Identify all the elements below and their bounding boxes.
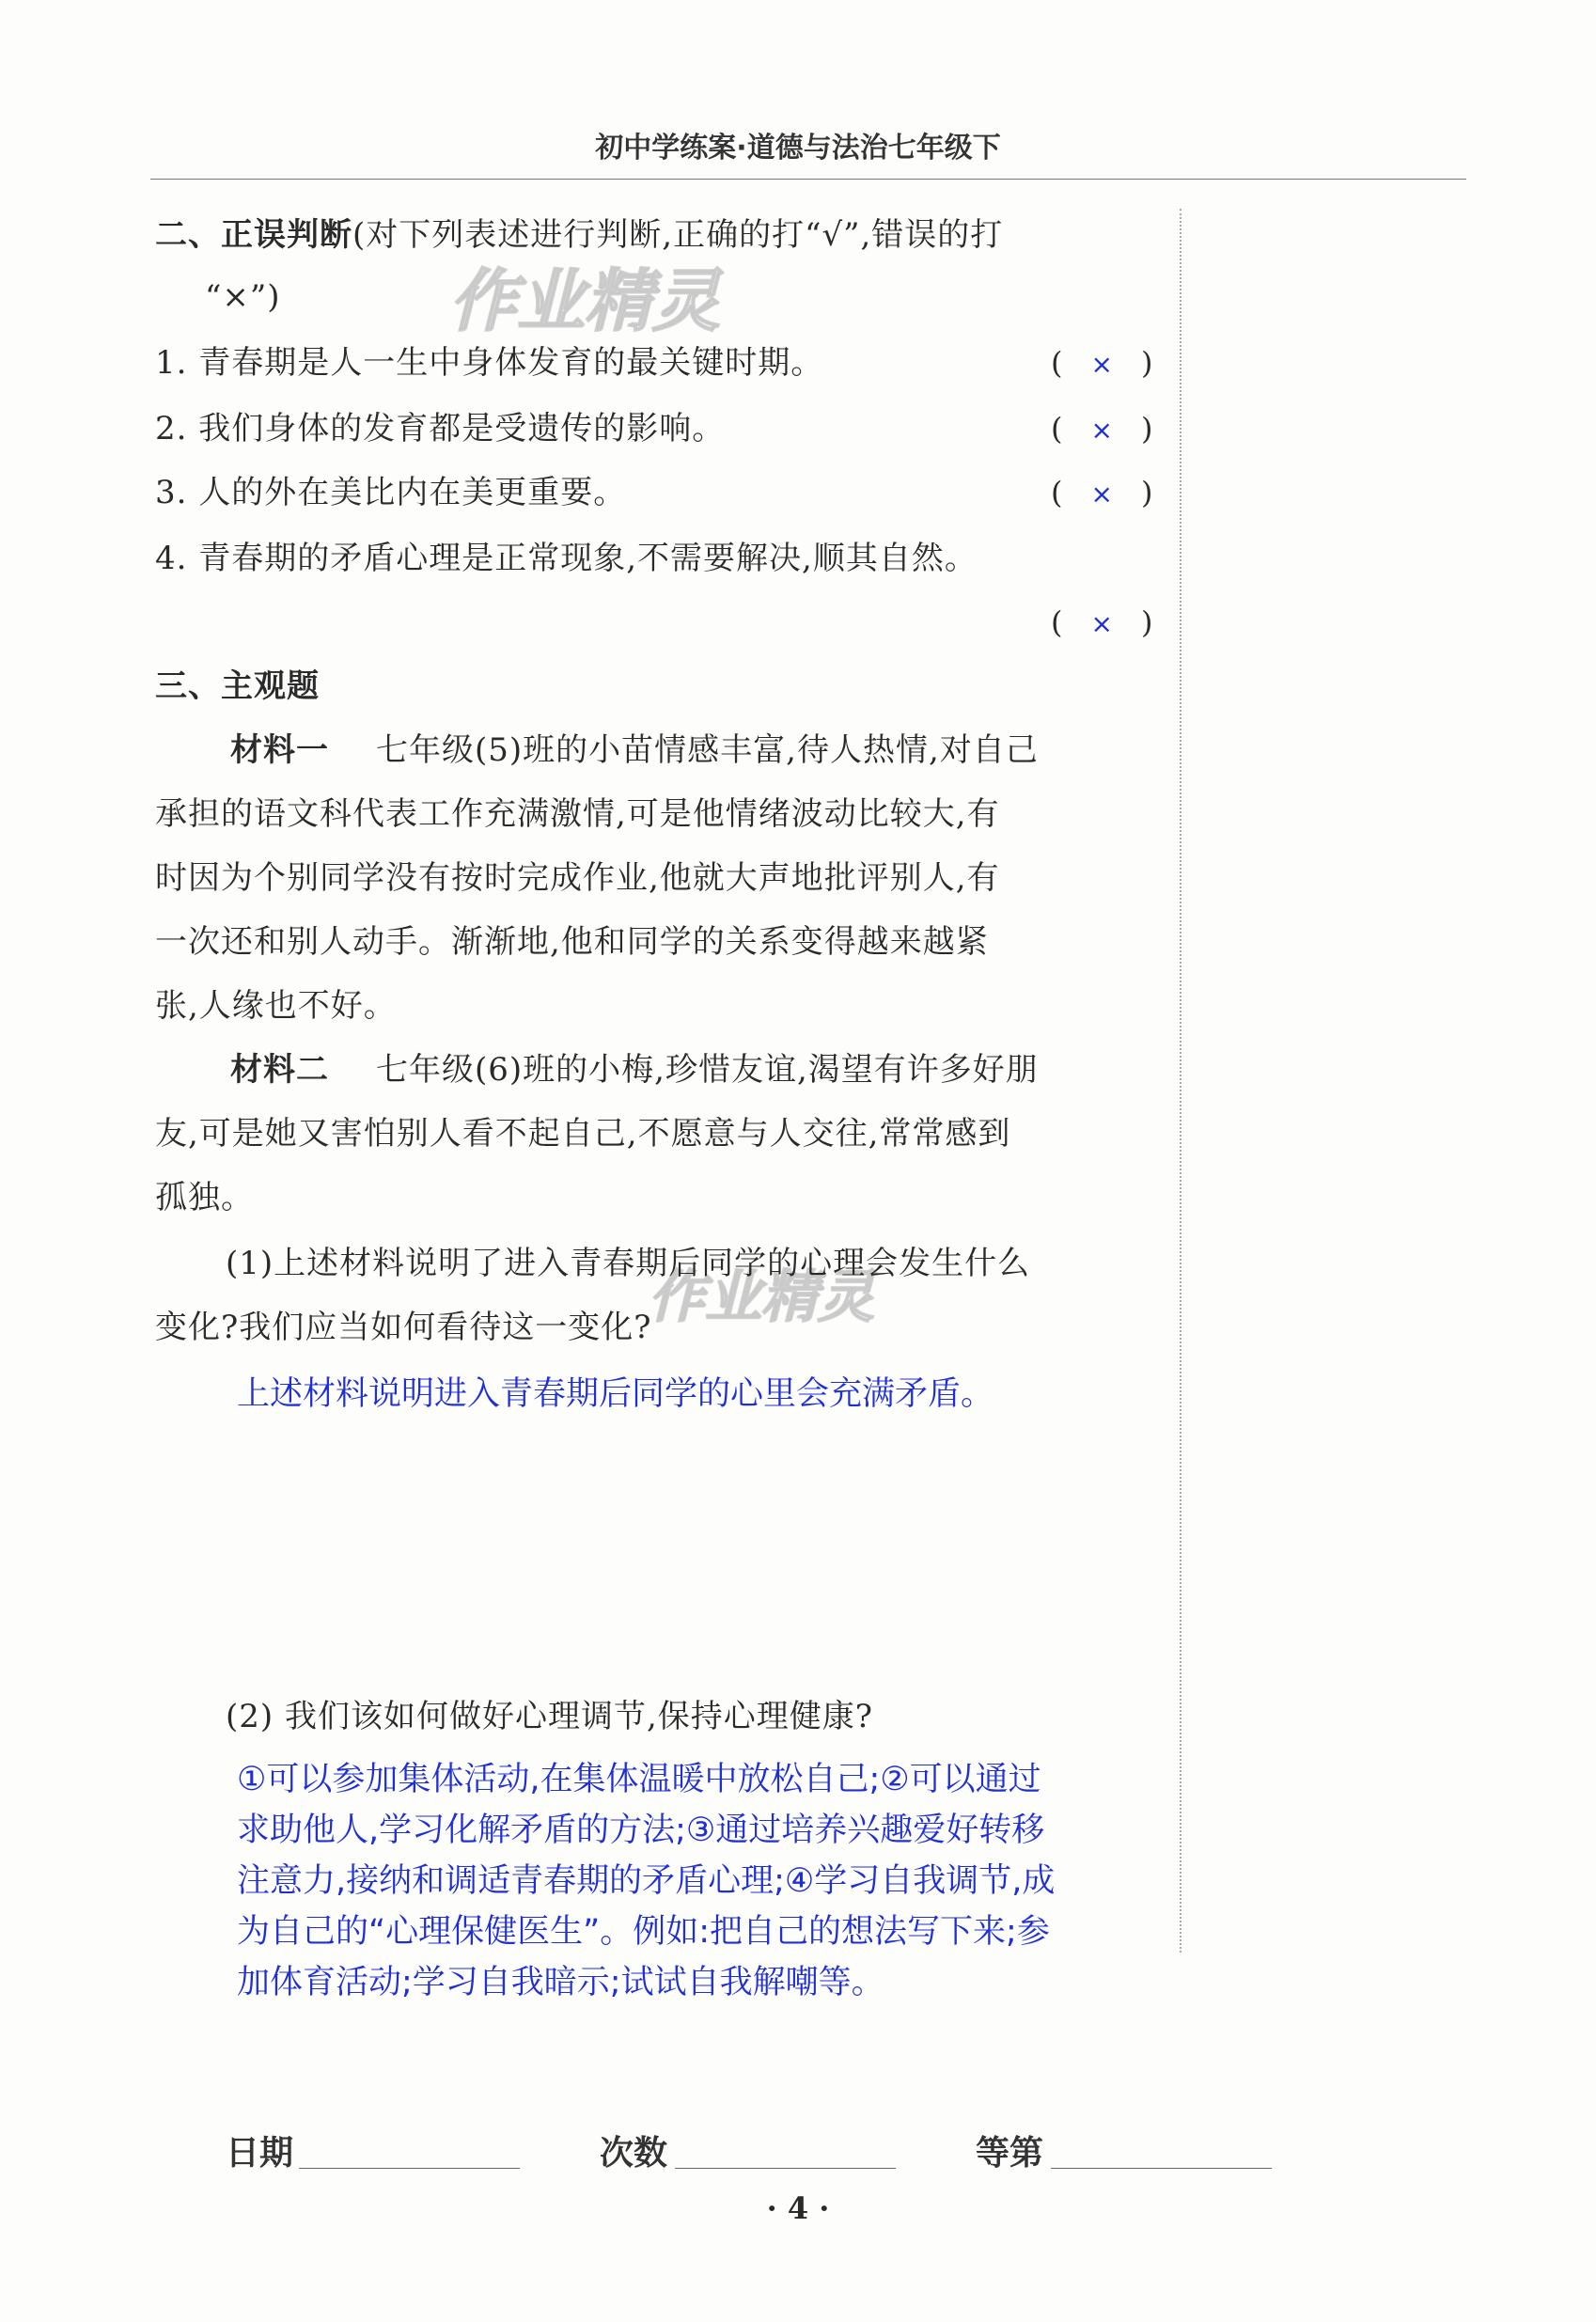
material1-line-5: 张,人缘也不好。 <box>155 987 397 1025</box>
question2-answer-line-3: 注意力,接纳和调适青春期的矛盾心理;④学习自我调节,成 <box>237 1862 1056 1900</box>
answer-mark-1: × <box>1090 349 1115 380</box>
material2-first-line <box>230 1049 1039 1090</box>
material1-line-3: 时因为个别同学没有按时完成作业,他就大声地批评别人,有 <box>155 859 1000 897</box>
material1-line-1: 七年级(5)班的小苗情感丰富,待人热情,对自己 <box>376 731 1039 769</box>
answer-slot-1: ( × ) <box>1051 345 1155 381</box>
material1-label: 材料一 <box>230 731 329 769</box>
answer-mark-2: × <box>1090 415 1115 446</box>
question2-answer-line-4: 为自己的“心理保健医生”。例如:把自己的想法写下来;参 <box>237 1913 1050 1951</box>
material1-first-line <box>230 730 1039 771</box>
page-number: · 4 · <box>766 2190 830 2226</box>
count-blank[interactable] <box>675 2168 896 2169</box>
material2-label: 材料二 <box>230 1051 329 1089</box>
section2-instruction-cont: “×”) <box>205 278 281 316</box>
question1-answer: 上述材料说明进入青春期后同学的心里会充满矛盾。 <box>237 1375 994 1413</box>
answer-slot-4: ( × ) <box>1051 604 1155 640</box>
material2-line-3: 孤独。 <box>155 1179 254 1216</box>
page-header-title: 初中学练案·道德与法治七年级下 <box>595 132 1001 165</box>
question1-line-2: 变化?我们应当如何看待这一变化? <box>155 1309 652 1346</box>
question2-answer-line-5: 加体育活动;学习自我暗示;试试自我解嘲等。 <box>237 1964 884 2001</box>
header-rule <box>150 179 1466 180</box>
date-label: 日期 <box>226 2134 294 2173</box>
material1-line-4: 一次还和别人动手。渐渐地,他和同学的关系变得越来越紧 <box>155 923 989 961</box>
answer-slot-3: ( × ) <box>1051 475 1155 510</box>
judgment-item-1: 1. 青春期是人一生中身体发育的最关键时期。 <box>155 344 824 382</box>
answer-mark-4: × <box>1090 608 1115 639</box>
question2-answer-line-2: 求助他人,学习化解矛盾的方法;③通过培养兴趣爱好转移 <box>237 1812 1045 1849</box>
grade-blank[interactable] <box>1051 2168 1272 2169</box>
answer-mark-3: × <box>1090 479 1115 510</box>
section2-heading <box>155 214 1003 256</box>
judgment-item-3: 3. 人的外在美比内在美更重要。 <box>155 474 627 511</box>
section2-title: 二、正误判断 <box>155 216 352 254</box>
judgment-item-4: 4. 青春期的矛盾心理是正常现象,不需要解决,顺其自然。 <box>155 540 978 577</box>
watermark-top: 作业精灵 <box>449 261 721 340</box>
answer-slot-2: ( × ) <box>1051 411 1155 447</box>
grade-label: 等第 <box>976 2134 1044 2173</box>
material2-line-2: 友,可是她又害怕别人看不起自己,不愿意与人交往,常常感到 <box>155 1115 1011 1153</box>
count-label: 次数 <box>600 2134 668 2173</box>
material2-line-1: 七年级(6)班的小梅,珍惜友谊,渴望有许多好朋 <box>376 1051 1039 1089</box>
section3-title: 三、主观题 <box>155 667 320 705</box>
watermark-middle: 作业精灵 <box>649 1264 874 1330</box>
question2-answer-line-1: ①可以参加集体活动,在集体温暖中放松自己;②可以通过 <box>237 1761 1041 1798</box>
question1-line-1: (1)上述材料说明了进入青春期后同学的心理会发生什么 <box>226 1245 1031 1282</box>
date-blank[interactable] <box>299 2168 520 2169</box>
column-divider <box>1180 209 1181 1953</box>
section2-instruction: (对下列表述进行判断,正确的打“√”,错误的打 <box>352 216 1004 254</box>
material1-line-2: 承担的语文科代表工作充满激情,可是他情绪波动比较大,有 <box>155 795 1000 833</box>
judgment-item-2: 2. 我们身体的发育都是受遗传的影响。 <box>155 410 726 447</box>
question2: (2) 我们该如何做好心理调节,保持心理健康? <box>226 1698 874 1735</box>
